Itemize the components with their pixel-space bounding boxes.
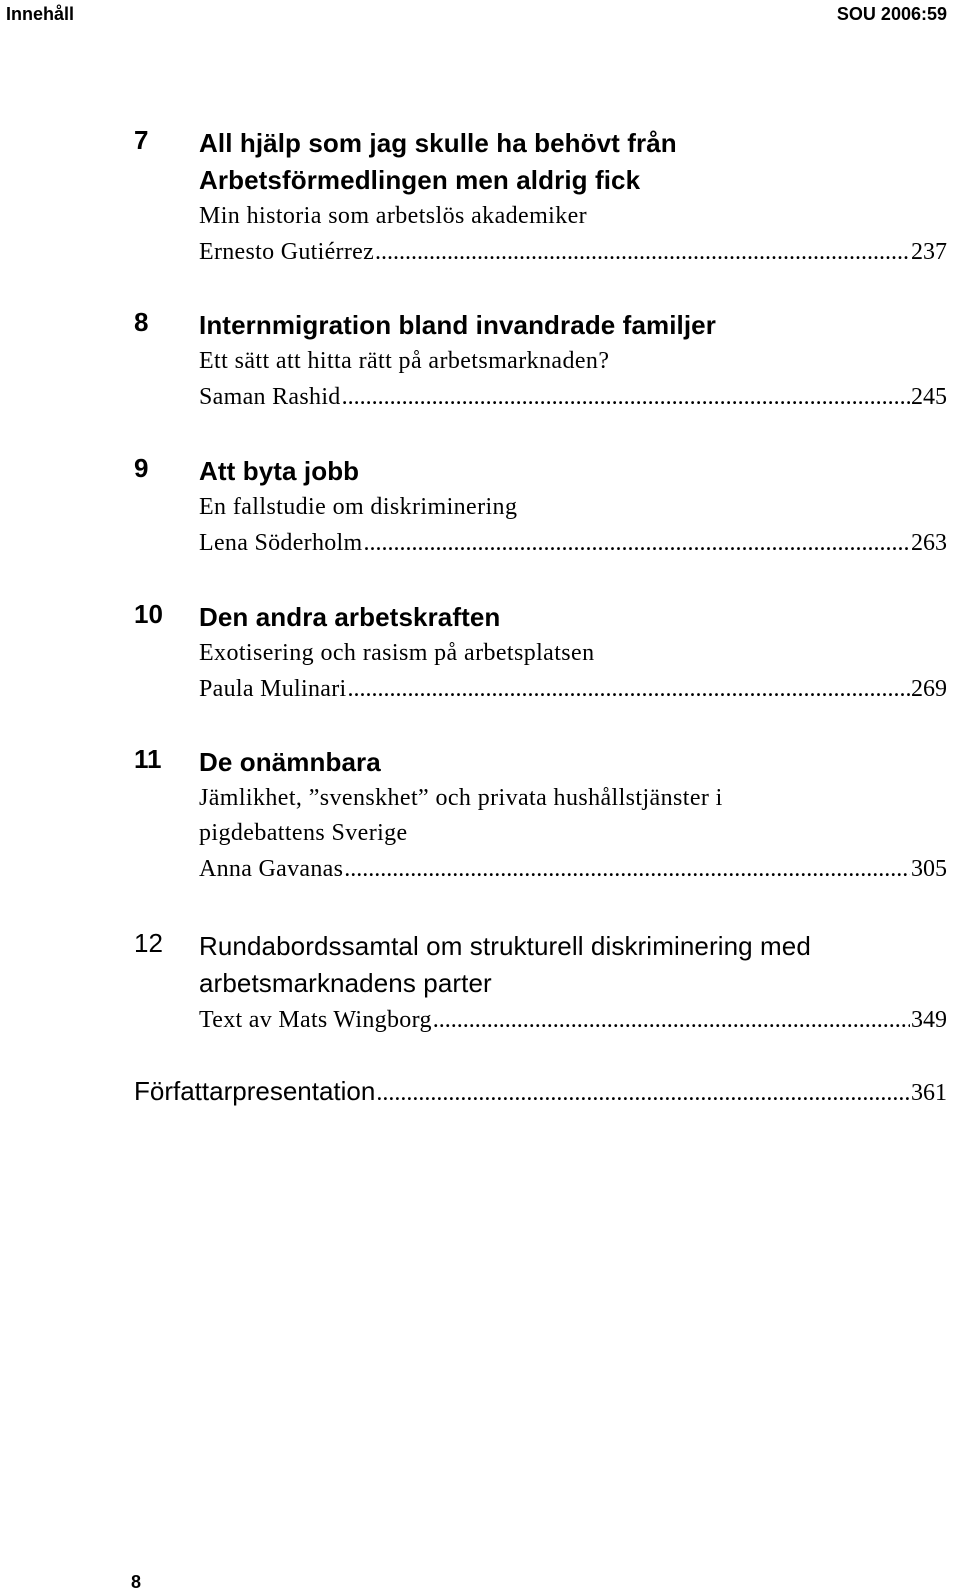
- page-ref[interactable]: 245: [911, 384, 947, 410]
- toc-entry-author-presentation[interactable]: [134, 1073, 947, 1111]
- page-ref[interactable]: 263: [911, 530, 947, 556]
- chapter-title-line-1: Att byta jobb: [199, 456, 360, 486]
- page-ref[interactable]: 269: [911, 676, 947, 702]
- author-page-leader: [199, 851, 947, 887]
- chapter-title-line-1: All hjälp som jag skulle ha behövt från: [199, 128, 677, 158]
- chapter-subtitle: Exotisering och rasism på arbetsplatsen: [199, 640, 595, 666]
- chapter-title-line-2: Arbetsförmedlingen men aldrig fick: [199, 165, 641, 195]
- dot-leader: [344, 851, 910, 887]
- entry-label: Författarpresentation: [134, 1076, 376, 1106]
- dot-leader: [375, 234, 910, 270]
- dot-leader: [433, 1002, 910, 1038]
- chapter-title-line-1: Rundabordssamtal om strukturell diskriminering med: [199, 931, 811, 961]
- chapter-author: Saman Rashid: [199, 384, 341, 410]
- dot-leader: [348, 671, 910, 707]
- chapter-number: 11: [134, 744, 162, 774]
- chapter-subtitle: En fallstudie om diskriminering: [199, 494, 518, 520]
- chapter-subtitle-line-1: Jämlikhet, ”svenskhet” och privata hushållstjänster i: [199, 785, 723, 811]
- chapter-author: Anna Gavanas: [199, 856, 344, 882]
- author-page-leader: [199, 525, 947, 561]
- author-page-leader: [199, 234, 947, 270]
- chapter-title-line-1: Den andra arbetskraften: [199, 602, 501, 632]
- dot-leader: [342, 379, 910, 415]
- dot-leader: [376, 1075, 910, 1111]
- chapter-subtitle-line-2: pigdebattens Sverige: [199, 820, 408, 846]
- page-ref[interactable]: 237: [911, 239, 947, 265]
- chapter-number: 7: [134, 125, 149, 155]
- page-number: 8: [131, 1572, 142, 1592]
- running-header-report-id: SOU 2006:59: [836, 4, 947, 24]
- author-page-leader: [199, 1002, 947, 1038]
- dot-leader: [364, 525, 911, 561]
- page-ref[interactable]: 349: [911, 1007, 947, 1033]
- chapter-title-line-1: Internmigration bland invandrade familjer: [199, 310, 716, 340]
- author-page-leader: [199, 671, 947, 707]
- chapter-author: Ernesto Gutiérrez: [199, 239, 375, 265]
- chapter-author: Text av Mats Wingborg: [199, 1007, 432, 1033]
- running-header-section: Innehåll: [6, 4, 75, 24]
- chapter-subtitle: Min historia som arbetslös akademiker: [199, 203, 588, 229]
- author-page-leader: [199, 379, 947, 415]
- chapter-author: Lena Söderholm: [199, 530, 363, 556]
- chapter-number: 9: [134, 453, 149, 483]
- chapter-title-line-2: arbetsmarknadens parter: [199, 968, 492, 998]
- chapter-title-line-1: De onämnbara: [199, 747, 381, 777]
- chapter-author: Paula Mulinari: [199, 676, 347, 702]
- chapter-number: 10: [134, 599, 163, 629]
- chapter-number: 12: [134, 928, 163, 958]
- chapter-number: 8: [134, 307, 149, 337]
- chapter-subtitle: Ett sätt att hitta rätt på arbetsmarknaden?: [199, 348, 610, 374]
- page-ref[interactable]: 305: [911, 856, 947, 882]
- page-ref[interactable]: 361: [911, 1080, 947, 1106]
